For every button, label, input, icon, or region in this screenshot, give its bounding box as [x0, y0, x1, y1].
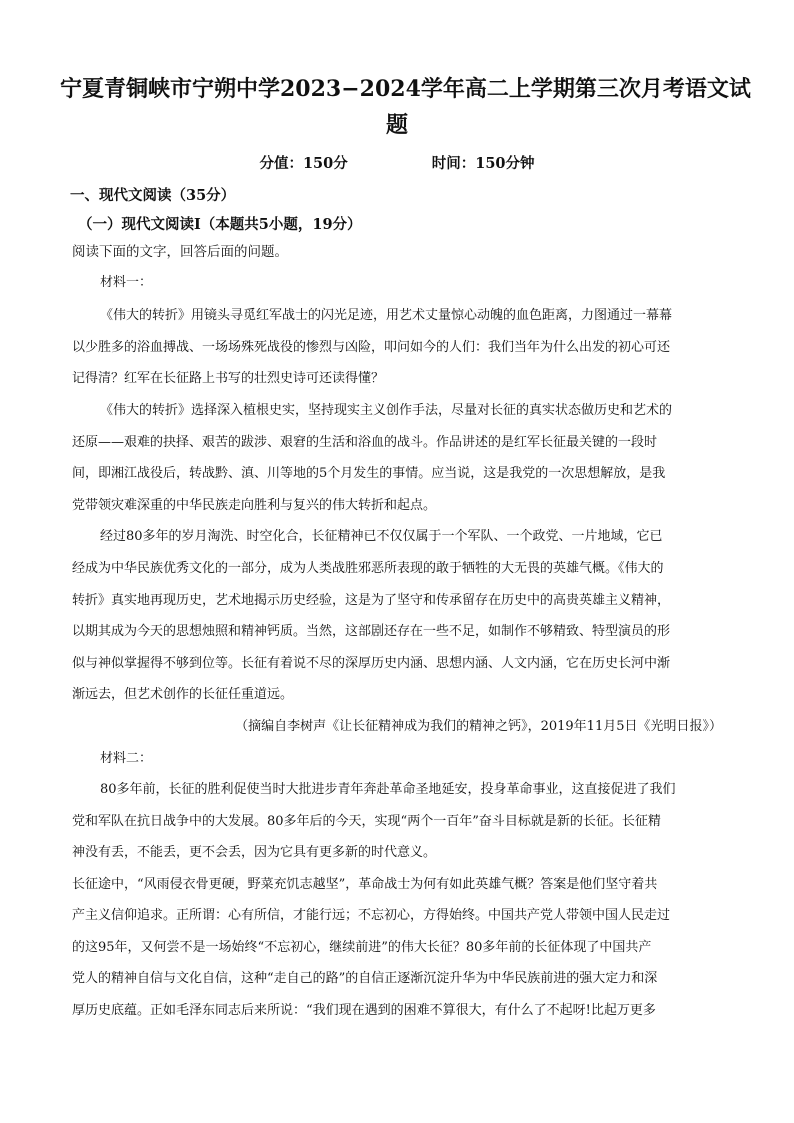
material1-line: 以期其成为今天的思想烛照和精神钙质。当然，这部剧还存在一些不足，如制作不够精致、特型演员的形	[72, 624, 671, 639]
material1-line: 经过80多年的岁月淘洗、时空化合，长征精神已不仅仅属于一个军队、一个政党、一片地域，它已	[100, 529, 663, 544]
material1-line: 转折》真实地再现历史，艺术地揭示历史经验，这是为了坚守和传承留存在历史中的高贵英雄主义精神，	[72, 593, 671, 608]
material2-line: 长征途中，“风雨侵衣骨更硬，野菜充饥志越坚”，革命战士为何有如此英雄气概？答案是他们坚守着共	[72, 877, 658, 892]
material2-label: 材料二：	[100, 751, 153, 766]
document-title-line2: 题	[385, 112, 408, 138]
material2-line: 80多年前，长征的胜利促使当时大批进步青年奔赴革命圣地延安，投身革命事业，这直接促进了我们	[100, 782, 676, 797]
material2-line: 党和军队在抗日战争中的大发展。80多年后的今天，实现“两个一百年”奋斗目标就是新的长征。长征精	[72, 814, 661, 829]
material1-line: 间，即湘江战役后，转战黔、滇、川等地的5个月发生的事情。应当说，这是我党的一次思想解放，是我	[72, 466, 666, 481]
material2-line: 产主义信仰追求。正所谓：心有所信，才能行远；不忘初心，方得始终。中国共产党人带领中国人民走过	[72, 908, 671, 923]
material1-line: 记得清？红军在长征路上书写的壮烈史诗可还读得懂？	[72, 371, 385, 386]
material1-line: 《伟大的转折》选择深入植根史实，坚持现实主义创作手法，尽量对长征的真实状态做历史和艺术的	[100, 403, 673, 418]
material2-line: 神没有丢，不能丢，更不会丢，因为它具有更多新的时代意义。	[72, 845, 437, 860]
material2-line: 党人的精神自信与文化自信，这种“走自己的路”的自信正逐渐沉淀升华为中华民族前进的强大定力和深	[72, 971, 658, 986]
subsection-heading: （一）现代文阅读Ⅰ（本题共5小题，19分）	[78, 216, 362, 233]
material1-line: 渐远去，但艺术创作的长征任重道远。	[72, 687, 294, 702]
material1-line: 还原——艰难的抉择、艰苦的跋涉、艰窘的生活和浴血的战斗。作品讲述的是红军长征最关键的一段时	[72, 435, 658, 450]
material1-label: 材料一：	[100, 275, 153, 290]
exam-meta	[0, 152, 794, 173]
material1-line: 经成为中华民族优秀文化的一部分，成为人类战胜邪恶所表现的敢于牺牲的大无畏的英雄气概。《伟大的	[72, 561, 664, 576]
material2-line: 厚历史底蕴。正如毛泽东同志后来所说：“我们现在遇到的困难不算很大，有什么了不起呀!比起万更多	[72, 1003, 656, 1018]
document-title-line1: 宁夏青铜峡市宁朔中学2023−2024学年高二上学期第三次月考语文试	[60, 76, 751, 102]
time-label: 时间：150分钟	[431, 155, 535, 172]
material2-line: 的这95年，又何尝不是一场始终“不忘初心，继续前进”的伟大长征？80多年前的长征体现了中国共产	[72, 940, 652, 955]
score-label: 分值：150分	[259, 155, 348, 172]
section-heading: 一、现代文阅读（35分）	[70, 187, 236, 204]
material1-line: 以少胜多的浴血搏战、一场场殊死战役的惨烈与凶险，叩问如今的人们：我们当年为什么出发的初心可还	[72, 340, 671, 355]
material1-line: 《伟大的转折》用镜头寻觅红军战士的闪光足迹，用艺术丈量惊心动魄的血色距离，力图通过一幕幕	[100, 308, 673, 323]
material1-source: （摘编自李树声《让长征精神成为我们的精神之钙》，2019年11月5日《光明日报》）	[235, 719, 722, 734]
instruction-text: 阅读下面的文字，回答后面的问题。	[72, 244, 288, 260]
material1-line: 似与神似掌握得不够到位等。长征有着说不尽的深厚历史内涵、思想内涵、人文内涵，它在历史长河中渐	[72, 656, 671, 671]
material1-line: 党带领灾难深重的中华民族走向胜利与复兴的伟大转折和起点。	[72, 498, 437, 513]
